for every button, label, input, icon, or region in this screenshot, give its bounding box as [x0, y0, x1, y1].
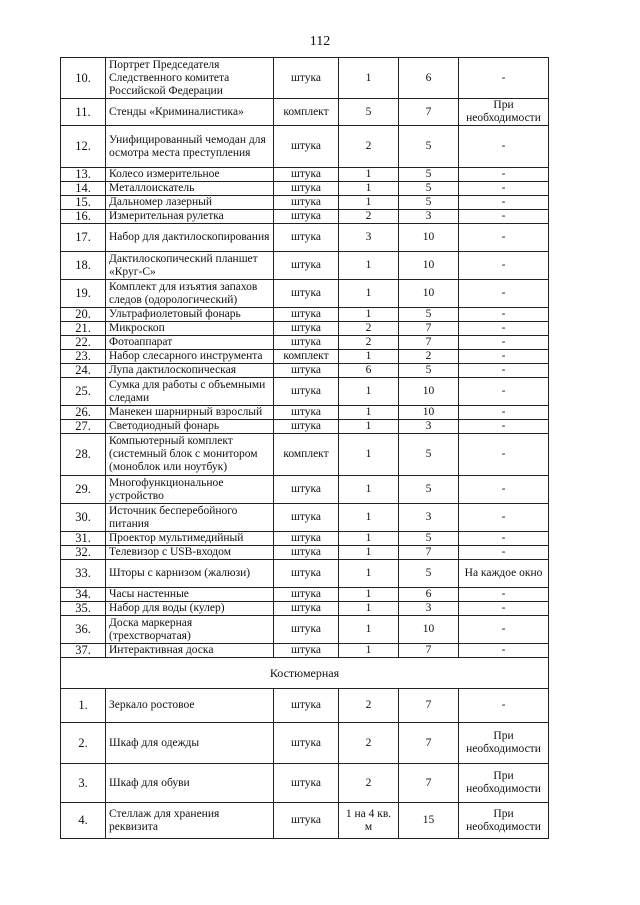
item-name: Компьютерный комплект (системный блок с монитором (моноблок или ноутбук)	[106, 434, 274, 476]
item-name: Доска маркерная (трехстворчатая)	[106, 616, 274, 644]
item-number: 10.	[61, 58, 106, 99]
section-row	[61, 658, 549, 689]
item-note: -	[459, 168, 549, 182]
item-note: -	[459, 196, 549, 210]
item-unit: штука	[274, 308, 339, 322]
table-row	[61, 723, 549, 764]
item-term: 3	[399, 504, 459, 532]
item-unit: штука	[274, 803, 339, 839]
item-name: Зеркало ростовое	[106, 689, 274, 723]
item-quantity: 1	[339, 504, 399, 532]
item-name: Шкаф для обуви	[106, 764, 274, 803]
item-term: 5	[399, 308, 459, 322]
item-name: Набор для дактилоскопирования	[106, 224, 274, 252]
item-number: 18.	[61, 252, 106, 280]
item-number: 24.	[61, 364, 106, 378]
item-note: -	[459, 602, 549, 616]
item-number: 25.	[61, 378, 106, 406]
item-number: 36.	[61, 616, 106, 644]
item-term: 5	[399, 168, 459, 182]
item-quantity: 2	[339, 210, 399, 224]
item-quantity: 1	[339, 58, 399, 99]
item-quantity: 2	[339, 126, 399, 168]
item-note: -	[459, 322, 549, 336]
table-row	[61, 504, 549, 532]
item-number: 15.	[61, 196, 106, 210]
item-number: 32.	[61, 546, 106, 560]
item-term: 5	[399, 364, 459, 378]
item-name: Шкаф для одежды	[106, 723, 274, 764]
item-quantity: 2	[339, 723, 399, 764]
item-note: -	[459, 350, 549, 364]
item-unit: штука	[274, 476, 339, 504]
inventory-table	[60, 57, 549, 839]
item-term: 5	[399, 476, 459, 504]
item-number: 12.	[61, 126, 106, 168]
item-name: Многофункциональное устройство	[106, 476, 274, 504]
item-quantity: 2	[339, 764, 399, 803]
item-note: -	[459, 546, 549, 560]
item-note: -	[459, 616, 549, 644]
item-number: 31.	[61, 532, 106, 546]
item-quantity: 1	[339, 602, 399, 616]
item-unit: штука	[274, 378, 339, 406]
item-note: -	[459, 210, 549, 224]
table-row	[61, 252, 549, 280]
table-row	[61, 532, 549, 546]
item-name: Проектор мультимедийный	[106, 532, 274, 546]
table-row	[61, 420, 549, 434]
item-note: -	[459, 182, 549, 196]
item-unit: штука	[274, 723, 339, 764]
item-unit: штука	[274, 58, 339, 99]
item-name: Лупа дактилоскопическая	[106, 364, 274, 378]
item-name: Интерактивная доска	[106, 644, 274, 658]
item-note: -	[459, 476, 549, 504]
item-number: 23.	[61, 350, 106, 364]
table-row	[61, 196, 549, 210]
item-unit: штука	[274, 196, 339, 210]
item-name: Унифицированный чемодан для осмотра места преступления	[106, 126, 274, 168]
table-row	[61, 588, 549, 602]
item-unit: штука	[274, 322, 339, 336]
item-unit: комплект	[274, 434, 339, 476]
item-quantity: 1	[339, 182, 399, 196]
item-note: При необходимости	[459, 803, 549, 839]
item-quantity: 1	[339, 378, 399, 406]
item-note: -	[459, 644, 549, 658]
item-note: -	[459, 434, 549, 476]
table-row	[61, 378, 549, 406]
item-unit: штука	[274, 168, 339, 182]
item-quantity: 1	[339, 476, 399, 504]
item-number: 13.	[61, 168, 106, 182]
item-term: 10	[399, 224, 459, 252]
item-name: Набор для воды (кулер)	[106, 602, 274, 616]
item-term: 5	[399, 560, 459, 588]
item-name: Светодиодный фонарь	[106, 420, 274, 434]
item-number: 21.	[61, 322, 106, 336]
item-term: 5	[399, 434, 459, 476]
item-quantity: 1	[339, 588, 399, 602]
item-quantity: 1	[339, 252, 399, 280]
item-unit: штука	[274, 224, 339, 252]
item-name: Металлоискатель	[106, 182, 274, 196]
item-term: 10	[399, 280, 459, 308]
item-unit: штука	[274, 252, 339, 280]
item-number: 34.	[61, 588, 106, 602]
item-name: Измерительная рулетка	[106, 210, 274, 224]
item-quantity: 1 на 4 кв. м	[339, 803, 399, 839]
item-term: 7	[399, 644, 459, 658]
table-row	[61, 560, 549, 588]
item-unit: штука	[274, 588, 339, 602]
item-name: Набор слесарного инструмента	[106, 350, 274, 364]
item-term: 7	[399, 723, 459, 764]
item-number: 1.	[61, 689, 106, 723]
item-name: Ультрафиолетовый фонарь	[106, 308, 274, 322]
item-unit: штука	[274, 546, 339, 560]
section-title: Костюмерная	[61, 658, 549, 689]
table-row	[61, 322, 549, 336]
item-term: 10	[399, 378, 459, 406]
item-number: 35.	[61, 602, 106, 616]
item-note: На каждое окно	[459, 560, 549, 588]
item-note: -	[459, 308, 549, 322]
item-note: -	[459, 406, 549, 420]
item-unit: штука	[274, 616, 339, 644]
item-note: -	[459, 252, 549, 280]
item-number: 3.	[61, 764, 106, 803]
item-quantity: 1	[339, 168, 399, 182]
table-row	[61, 546, 549, 560]
table-row	[61, 803, 549, 839]
item-name: Комплект для изъятия запахов следов (одорологический)	[106, 280, 274, 308]
table-row	[61, 308, 549, 322]
item-term: 7	[399, 689, 459, 723]
item-note: При необходимости	[459, 723, 549, 764]
item-number: 17.	[61, 224, 106, 252]
item-unit: штука	[274, 126, 339, 168]
item-name: Стеллаж для хранения реквизита	[106, 803, 274, 839]
item-note: -	[459, 532, 549, 546]
item-term: 7	[399, 764, 459, 803]
item-unit: штука	[274, 602, 339, 616]
item-unit: штука	[274, 336, 339, 350]
table-row	[61, 602, 549, 616]
item-term: 3	[399, 210, 459, 224]
item-note: -	[459, 504, 549, 532]
item-name: Источник бесперебойного питания	[106, 504, 274, 532]
item-quantity: 1	[339, 308, 399, 322]
item-term: 3	[399, 420, 459, 434]
item-number: 29.	[61, 476, 106, 504]
table-row	[61, 224, 549, 252]
item-note: -	[459, 378, 549, 406]
item-term: 5	[399, 196, 459, 210]
item-number: 16.	[61, 210, 106, 224]
item-number: 4.	[61, 803, 106, 839]
table-row	[61, 126, 549, 168]
item-name: Сумка для работы с объемными следами	[106, 378, 274, 406]
item-number: 14.	[61, 182, 106, 196]
item-name: Часы настенные	[106, 588, 274, 602]
item-quantity: 2	[339, 336, 399, 350]
item-term: 5	[399, 182, 459, 196]
item-unit: штука	[274, 689, 339, 723]
page-number: 112	[309, 34, 331, 49]
item-term: 15	[399, 803, 459, 839]
item-number: 33.	[61, 560, 106, 588]
item-name: Стенды «Криминалистика»	[106, 99, 274, 126]
table-row	[61, 689, 549, 723]
item-quantity: 1	[339, 616, 399, 644]
item-unit: комплект	[274, 99, 339, 126]
item-quantity: 1	[339, 644, 399, 658]
item-term: 10	[399, 406, 459, 420]
item-number: 22.	[61, 336, 106, 350]
table-row	[61, 644, 549, 658]
item-note: При необходимости	[459, 764, 549, 803]
item-note: При необходимости	[459, 99, 549, 126]
item-unit: штука	[274, 280, 339, 308]
item-term: 2	[399, 350, 459, 364]
table-row	[61, 280, 549, 308]
item-term: 3	[399, 602, 459, 616]
item-number: 28.	[61, 434, 106, 476]
item-quantity: 1	[339, 406, 399, 420]
item-unit: штука	[274, 764, 339, 803]
item-name: Дактилоскопический планшет «Круг-С»	[106, 252, 274, 280]
item-quantity: 2	[339, 689, 399, 723]
item-unit: штука	[274, 210, 339, 224]
table-row	[61, 616, 549, 644]
item-note: -	[459, 588, 549, 602]
table-row	[61, 476, 549, 504]
item-name: Манекен шарнирный взрослый	[106, 406, 274, 420]
item-note: -	[459, 336, 549, 350]
item-name: Фотоаппарат	[106, 336, 274, 350]
item-unit: штука	[274, 504, 339, 532]
item-number: 2.	[61, 723, 106, 764]
item-number: 27.	[61, 420, 106, 434]
item-name: Телевизор с USB-входом	[106, 546, 274, 560]
item-unit: штука	[274, 560, 339, 588]
item-number: 11.	[61, 99, 106, 126]
item-unit: штука	[274, 644, 339, 658]
table-row	[61, 58, 549, 99]
item-term: 10	[399, 252, 459, 280]
item-name: Колесо измерительное	[106, 168, 274, 182]
item-quantity: 6	[339, 364, 399, 378]
item-note: -	[459, 689, 549, 723]
item-term: 7	[399, 546, 459, 560]
table-row	[61, 364, 549, 378]
item-term: 7	[399, 322, 459, 336]
item-term: 7	[399, 99, 459, 126]
table-row	[61, 350, 549, 364]
table-row	[61, 99, 549, 126]
item-quantity: 5	[339, 99, 399, 126]
inventory-table-body	[61, 58, 549, 839]
item-note: -	[459, 364, 549, 378]
item-term: 6	[399, 58, 459, 99]
item-term: 7	[399, 336, 459, 350]
item-quantity: 1	[339, 434, 399, 476]
table-row	[61, 336, 549, 350]
item-unit: штука	[274, 364, 339, 378]
table-row	[61, 406, 549, 420]
item-quantity: 1	[339, 280, 399, 308]
item-number: 30.	[61, 504, 106, 532]
item-note: -	[459, 58, 549, 99]
item-quantity: 2	[339, 322, 399, 336]
item-unit: штука	[274, 420, 339, 434]
item-quantity: 1	[339, 546, 399, 560]
table-row	[61, 168, 549, 182]
item-number: 20.	[61, 308, 106, 322]
table-row	[61, 182, 549, 196]
item-number: 19.	[61, 280, 106, 308]
item-name: Дальномер лазерный	[106, 196, 274, 210]
item-note: -	[459, 126, 549, 168]
item-note: -	[459, 420, 549, 434]
item-quantity: 3	[339, 224, 399, 252]
item-unit: штука	[274, 532, 339, 546]
item-note: -	[459, 280, 549, 308]
item-term: 6	[399, 588, 459, 602]
item-name: Микроскоп	[106, 322, 274, 336]
item-term: 5	[399, 532, 459, 546]
item-quantity: 1	[339, 420, 399, 434]
item-term: 5	[399, 126, 459, 168]
item-quantity: 1	[339, 350, 399, 364]
item-unit: штука	[274, 406, 339, 420]
item-name: Шторы с карнизом (жалюзи)	[106, 560, 274, 588]
table-row	[61, 210, 549, 224]
item-number: 37.	[61, 644, 106, 658]
item-unit: комплект	[274, 350, 339, 364]
item-quantity: 1	[339, 196, 399, 210]
table-row	[61, 764, 549, 803]
item-number: 26.	[61, 406, 106, 420]
item-unit: штука	[274, 182, 339, 196]
item-name: Портрет Председателя Следственного комитета Российской Федерации	[106, 58, 274, 99]
item-term: 10	[399, 616, 459, 644]
table-row	[61, 434, 549, 476]
item-quantity: 1	[339, 532, 399, 546]
item-note: -	[459, 224, 549, 252]
item-quantity: 1	[339, 560, 399, 588]
